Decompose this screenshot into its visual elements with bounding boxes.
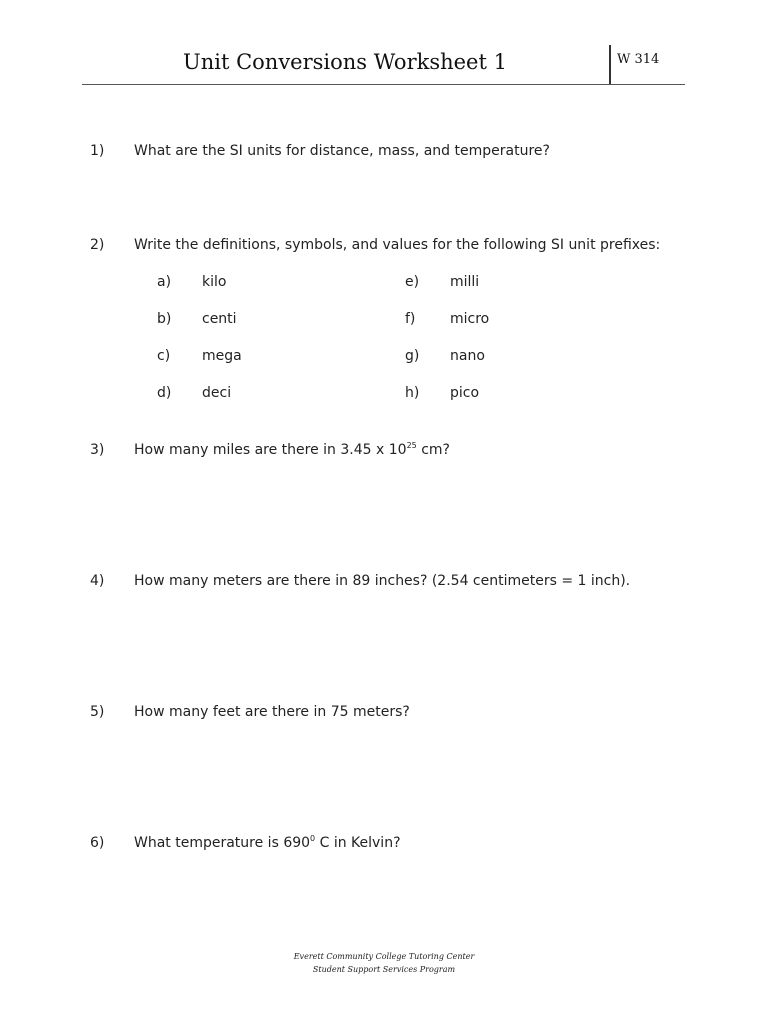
question-text: Write the definitions, symbols, and values for the following SI unit prefixes: xyxy=(134,237,661,253)
prefix-name: micro xyxy=(450,311,490,327)
prefix-letter: f) xyxy=(405,311,416,327)
question-text-end: C in Kelvin? xyxy=(315,835,401,851)
prefix-letter: b) xyxy=(157,311,172,327)
question-text xyxy=(134,835,401,851)
prefix-letter: g) xyxy=(405,348,420,364)
question-number: 4) xyxy=(90,573,105,589)
question-text-start: How many miles are there in 3.45 x 10 xyxy=(134,442,407,458)
prefix-name: pico xyxy=(450,385,480,401)
footer-line-1: Everett Community College Tutoring Center xyxy=(293,952,475,961)
exponent: 25 xyxy=(406,441,417,450)
prefix-name: milli xyxy=(450,274,480,290)
prefix-letter: e) xyxy=(405,274,420,290)
question-number: 3) xyxy=(90,442,105,458)
prefix-name: centi xyxy=(202,311,237,327)
degree-superscript: 0 xyxy=(310,834,316,843)
question-text-end: cm? xyxy=(416,442,450,458)
question-number: 6) xyxy=(90,835,105,851)
prefix-letter: h) xyxy=(405,385,420,401)
code-divider xyxy=(609,45,611,84)
question-number: 2) xyxy=(90,237,105,253)
question-number: 1) xyxy=(90,143,105,159)
footer-line-2: Student Support Services Program xyxy=(312,965,456,974)
question-text xyxy=(134,442,450,458)
question-text: How many meters are there in 89 inches? (2.54 centimeters = 1 inch). xyxy=(134,573,631,589)
prefix-letter: d) xyxy=(157,385,172,401)
question-text-start: What temperature is 690 xyxy=(134,835,311,851)
question-text: How many feet are there in 75 meters? xyxy=(134,704,410,720)
title-rule xyxy=(82,84,685,85)
question-text: What are the SI units for distance, mass, and temperature? xyxy=(134,143,550,159)
prefix-name: deci xyxy=(202,385,232,401)
prefix-letter: c) xyxy=(157,348,171,364)
prefix-name: kilo xyxy=(202,274,227,290)
prefix-name: nano xyxy=(450,348,485,364)
document-code: W 314 xyxy=(617,52,660,67)
question-number: 5) xyxy=(90,704,105,720)
page-title: Unit Conversions Worksheet 1 xyxy=(183,50,507,74)
prefix-letter: a) xyxy=(157,274,172,290)
prefix-name: mega xyxy=(202,348,242,364)
